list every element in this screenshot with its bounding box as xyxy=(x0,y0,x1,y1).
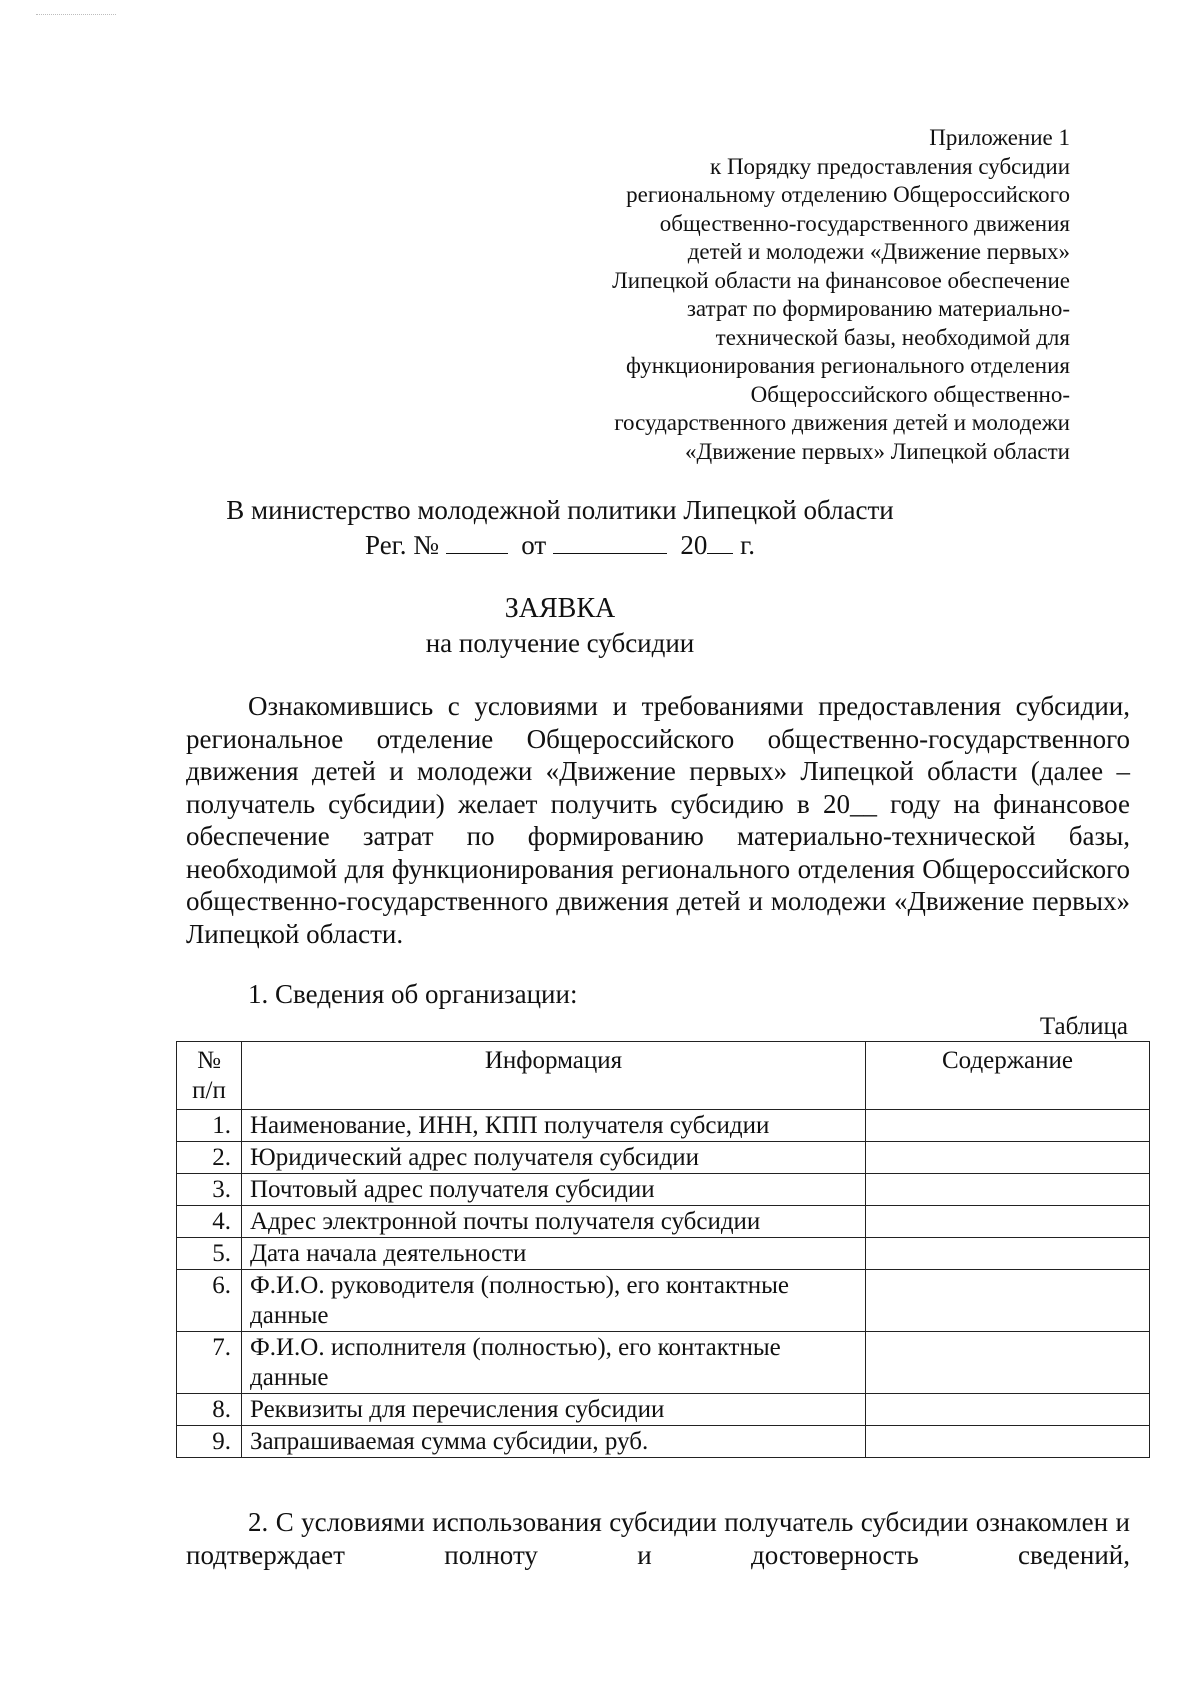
table-header-row xyxy=(177,1042,1150,1110)
header-content: Содержание xyxy=(866,1042,1150,1110)
row-content-cell[interactable] xyxy=(866,1174,1150,1206)
row-num: 7. xyxy=(177,1332,242,1394)
appendix-line: функционирования регионального отделения xyxy=(625,353,1070,378)
row-info: Почтовый адрес получателя субсидии xyxy=(242,1174,866,1206)
row-num: 1. xyxy=(177,1110,242,1142)
reg-from: от xyxy=(521,530,547,560)
row-num: 6. xyxy=(177,1270,242,1332)
registration-line xyxy=(0,528,1160,562)
reg-year-blank xyxy=(707,531,733,554)
row-content-cell[interactable] xyxy=(866,1332,1150,1394)
row-content-cell[interactable] xyxy=(866,1270,1150,1332)
row-num: 4. xyxy=(177,1206,242,1238)
row-content-cell[interactable] xyxy=(866,1394,1150,1426)
row-content-cell[interactable] xyxy=(866,1142,1150,1174)
appendix-line: региональному отделению Общероссийского xyxy=(626,182,1070,207)
row-info: Ф.И.О. руководителя (полностью), его контактные данные xyxy=(242,1270,866,1332)
addressee: В министерство молодежной политики Липецкой области xyxy=(226,495,894,525)
row-info: Ф.И.О. исполнителя (полностью), его контактные данные xyxy=(242,1332,866,1394)
appendix-line: технической базы, необходимой для xyxy=(715,324,1070,350)
section2-paragraph: 2. С условиями использования субсидии получатель субсидии ознакомлен и подтверждает полноту и достоверность сведений, xyxy=(186,1507,1130,1570)
table-row xyxy=(177,1110,1150,1142)
row-info: Дата начала деятельности xyxy=(242,1238,866,1270)
document-subtitle: на получение субсидии xyxy=(425,628,695,658)
appendix-line: детей и молодежи «Движение первых» xyxy=(687,239,1070,264)
reg-year-prefix: 20 xyxy=(680,530,708,560)
document-title: ЗАЯВКА xyxy=(504,593,616,624)
header-num xyxy=(177,1042,242,1110)
table-row xyxy=(177,1238,1150,1270)
reg-year-suffix: г. xyxy=(740,530,755,560)
appendix-line: Приложение 1 xyxy=(929,125,1070,150)
intro-paragraph: Ознакомившись с условиями и требованиями предоставления субсидии, региональное отделение Общероссийского общественно-государственного движения детей и молодежи «Движение первых» Липецкой области (далее – получатель субсидии) желает получить субсидию в 20__ году на финансовое обеспечение затрат по формированию материально-технической базы, необходимой для функционирования регионального отделения Общероссийского общественно-государственного движения детей и молодежи «Движение первых» Липецкой области. xyxy=(186,691,1130,949)
row-content-cell[interactable] xyxy=(866,1110,1150,1142)
table-row xyxy=(177,1332,1150,1394)
section1-heading: 1. Сведения об организации: xyxy=(248,979,578,1009)
appendix-line: затрат по формированию материально- xyxy=(686,296,1070,321)
table-row xyxy=(177,1270,1150,1332)
table-row xyxy=(177,1394,1150,1426)
appendix-line: общественно-государственного движения xyxy=(659,210,1070,236)
row-info: Адрес электронной почты получателя субсидии xyxy=(242,1206,866,1238)
appendix-header xyxy=(550,124,1070,466)
header-num-line2: п/п xyxy=(192,1077,226,1104)
row-num: 9. xyxy=(177,1426,242,1458)
row-content-cell[interactable] xyxy=(866,1238,1150,1270)
organization-info-table xyxy=(176,1041,1150,1458)
row-content-cell[interactable] xyxy=(866,1206,1150,1238)
appendix-line: к Порядку предоставления субсидии xyxy=(710,153,1070,179)
row-content-cell[interactable] xyxy=(866,1426,1150,1458)
appendix-line: государственного движения детей и молодежи xyxy=(614,410,1070,435)
header-num-line1: № xyxy=(197,1047,221,1074)
appendix-line: Липецкой области на финансовое обеспечение xyxy=(612,267,1070,293)
header-info: Информация xyxy=(242,1042,866,1110)
table-row xyxy=(177,1174,1150,1206)
row-info: Юридический адрес получателя субсидии xyxy=(242,1142,866,1174)
reg-prefix: Рег. № xyxy=(365,530,439,560)
appendix-line: Общероссийского общественно- xyxy=(750,381,1070,407)
appendix-line: «Движение первых» Липецкой области xyxy=(685,438,1070,464)
row-num: 8. xyxy=(177,1394,242,1426)
reg-date-blank xyxy=(553,531,667,554)
reg-number-blank xyxy=(446,531,508,554)
scan-artifact xyxy=(36,14,116,19)
row-info: Запрашиваемая сумма субсидии, руб. xyxy=(242,1426,866,1458)
row-num: 2. xyxy=(177,1142,242,1174)
row-info: Реквизиты для перечисления субсидии xyxy=(242,1394,866,1426)
table-row xyxy=(177,1206,1150,1238)
row-num: 3. xyxy=(177,1174,242,1206)
table-row xyxy=(177,1426,1150,1458)
table-caption: Таблица xyxy=(1039,1013,1128,1040)
table-row xyxy=(177,1142,1150,1174)
row-info: Наименование, ИНН, КПП получателя субсидии xyxy=(242,1110,866,1142)
row-num: 5. xyxy=(177,1238,242,1270)
